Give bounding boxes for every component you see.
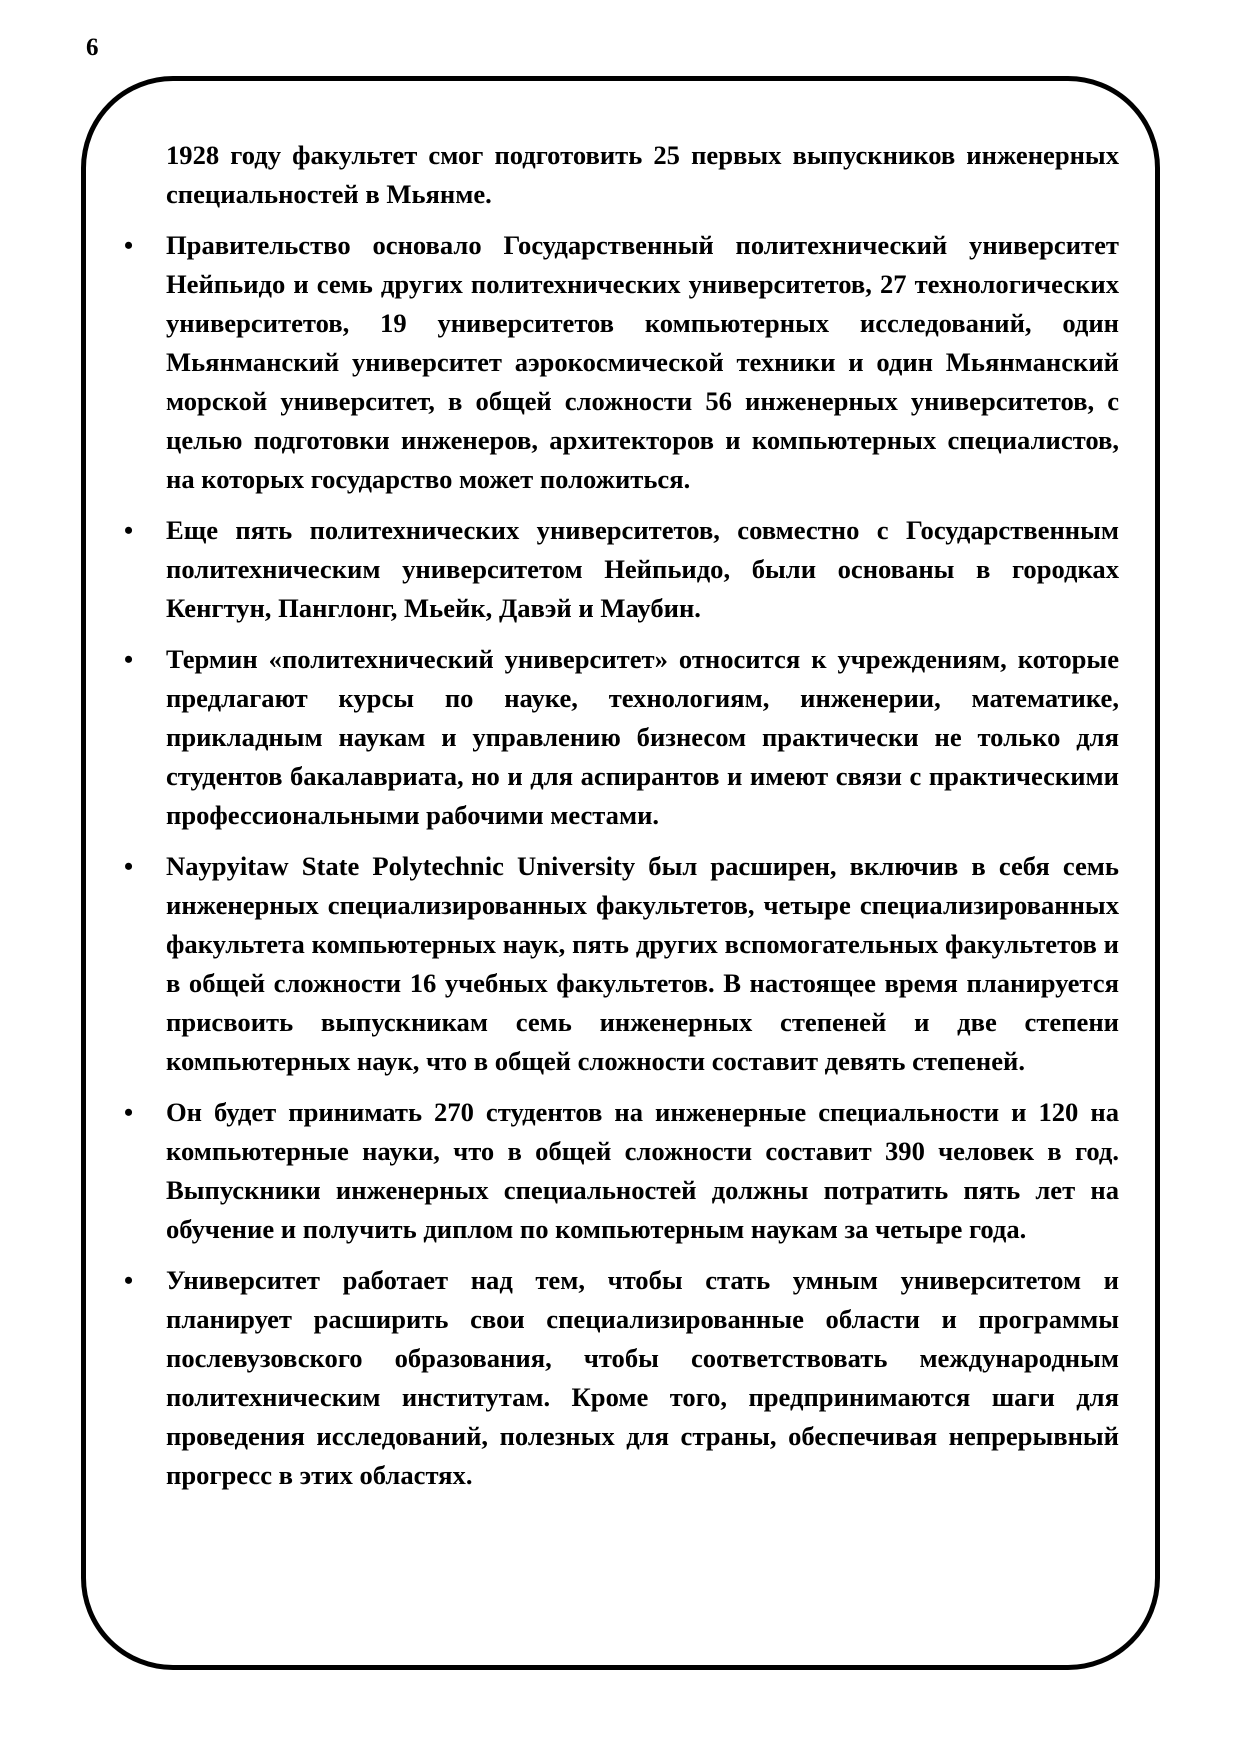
bullet-item — [124, 1261, 1119, 1495]
bullet-item — [124, 847, 1119, 1081]
bullet-text: Он будет принимать 270 студентов на инженерные специальности и 120 на компьютерные науки, что в общей сложности составит 390 человек в год. Выпускники инженерных специальностей должны потратить пять лет на обучение и получить диплом по компьютерным наукам за четыре года. — [166, 1097, 1119, 1244]
bullet-text: Правительство основало Государственный политехнический университет Нейпьидо и семь других политехнических университетов, 27 технологических университетов, 19 университетов компьютерных исследований, один Мьянманский университет аэрокосмической техники и один Мьянманский морской университет, в общей сложности 56 инженерных университетов, с целью подготовки инженеров, архитекторов и компьютерных специалистов, на которых государство может положиться. — [166, 230, 1119, 494]
bullet-list — [124, 226, 1119, 1495]
bullet-item — [124, 511, 1119, 628]
page-body — [124, 136, 1119, 1495]
bullet-item — [124, 640, 1119, 835]
bullet-icon: • — [124, 852, 134, 881]
intro-paragraph: 1928 году факультет смог подготовить 25 первых выпускников инженерных специальностей в Мьянме. — [166, 140, 1119, 209]
bullet-text: Naypyitaw State Polytechnic University был расширен, включив в себя семь инженерных специализированных факультетов, четыре специализированных факультета компьютерных наук, пять других вспомогательных факультетов и в общей сложности 16 учебных факультетов. В настоящее время планируется присвоить выпускникам семь инженерных степеней и две степени компьютерных наук, что в общей сложности составит девять степеней. — [166, 851, 1119, 1076]
bullet-item — [124, 1093, 1119, 1249]
bullet-icon: • — [124, 1266, 134, 1295]
bullet-text: Термин «политехнический университет» относится к учреждениям, которые предлагают курсы по науке, технологиям, инженерии, математике, прикладным наукам и управлению бизнесом практически не только для студентов бакалавриата, но и для аспирантов и имеют связи с практическими профессиональными рабочими местами. — [166, 644, 1119, 830]
bullet-item — [124, 226, 1119, 499]
bullet-icon: • — [124, 645, 134, 674]
bullet-icon: • — [124, 516, 134, 545]
bullet-icon: • — [124, 1098, 134, 1127]
bullet-icon: • — [124, 231, 134, 260]
bullet-text: Университет работает над тем, чтобы стать умным университетом и планирует расширить свои специализированные области и программы послевузовского образования, чтобы соответствовать международным политехническим институтам. Кроме того, предпринимаются шаги для проведения исследований, полезных для страны, обеспечивая непрерывный прогресс в этих областях. — [166, 1265, 1119, 1490]
bullet-text: Еще пять политехнических университетов, совместно с Государственным политехническим университетом Нейпьидо, были основаны в городках Кенгтун, Панглонг, Мьейк, Давэй и Маубин. — [166, 515, 1119, 623]
page-number: 6 — [86, 34, 99, 61]
